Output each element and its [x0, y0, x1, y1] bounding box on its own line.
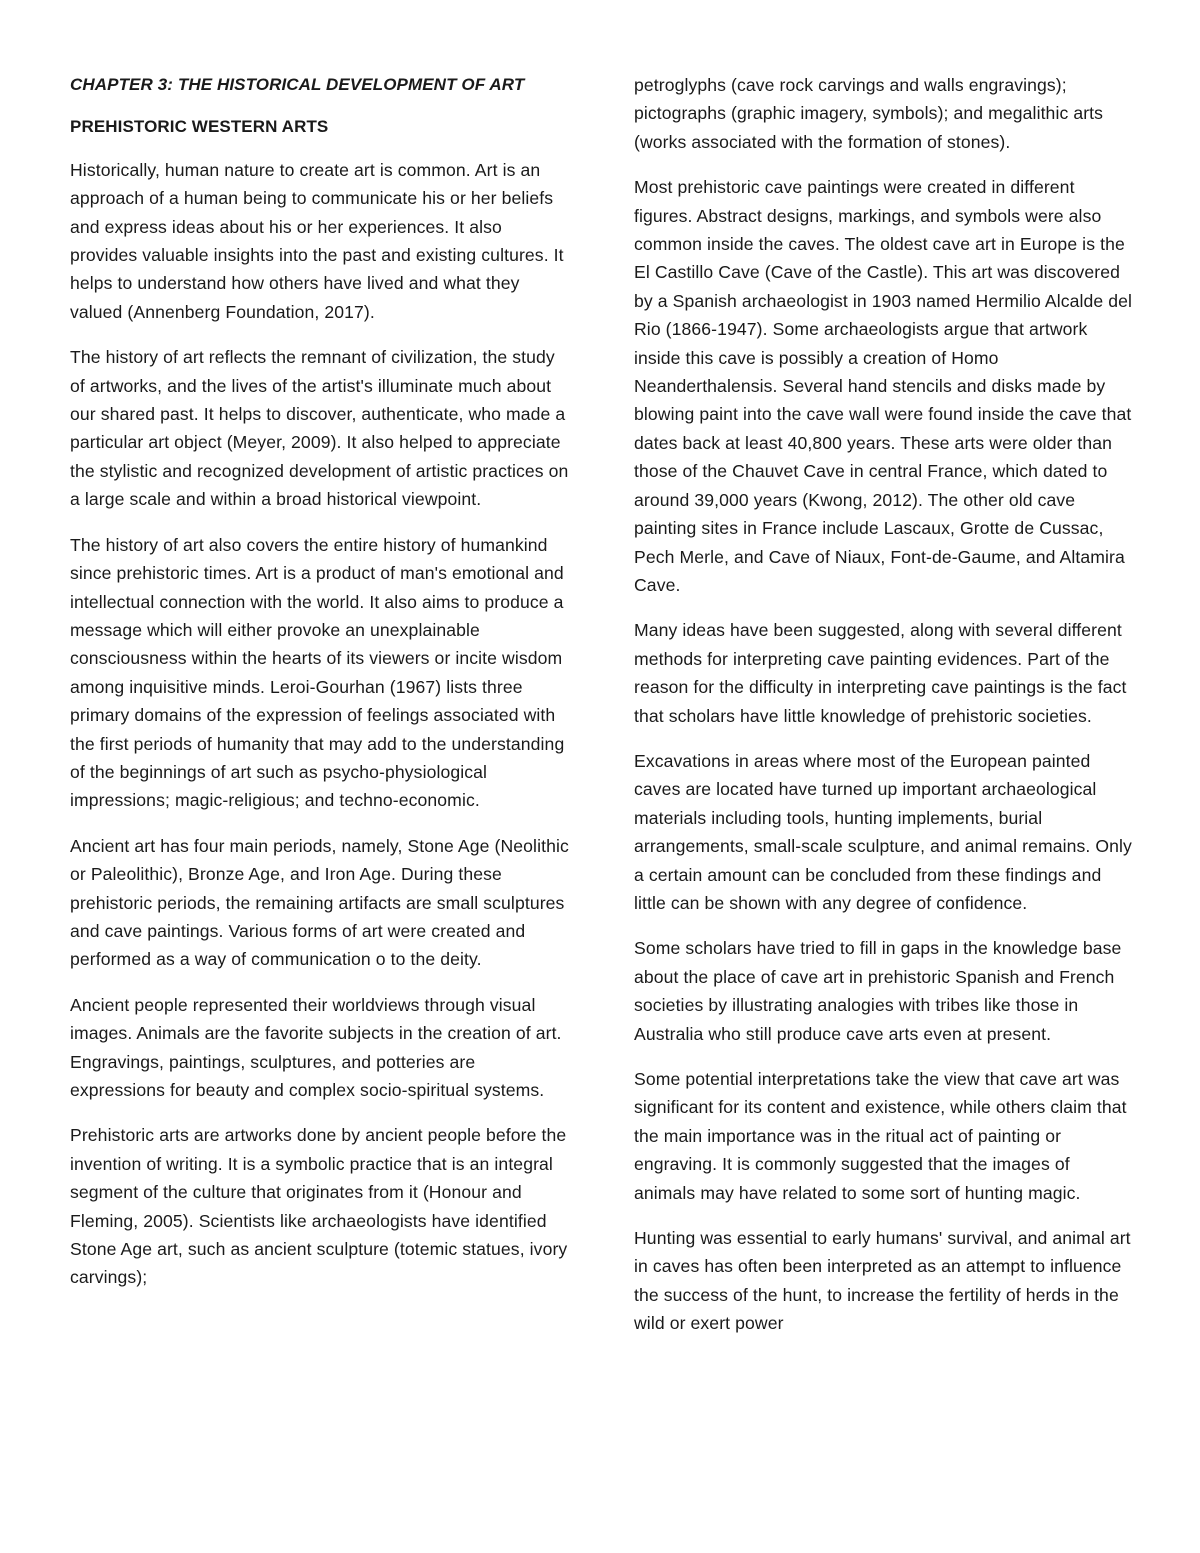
paragraph: The history of art reflects the remnant of civilization, the study of artworks, and the lives of the artist's illuminate much about our shared past. It helps to discover, authenticate, who made a particular art object (Meyer, 2009). It also helped to appreciate the stylistic and recognized development of artistic practices on a large scale and within a broad historical viewpoint.	[70, 347, 569, 510]
paragraph: petroglyphs (cave rock carvings and walls engravings); pictographs (graphic imagery, symbols); and megalithic arts (works associated with the formation of stones).	[634, 75, 1104, 152]
paragraph: Some scholars have tried to fill in gaps in the knowledge base about the place of cave art in prehistoric Spanish and French societies by illustrating analogies with tribes like those in Australia who still produce cave arts even at present.	[634, 938, 1122, 1044]
paragraph: Prehistoric arts are artworks done by ancient people before the invention of writing. It is a symbolic practice that is an integral segment of the culture that originates from it (Honour and Fleming, 2005). Scientists like archaeologists have identified Stone Age art, such as ancient sculpture (totemic statues, ivory carvings);	[70, 1125, 568, 1288]
paragraph: Ancient people represented their worldviews through visual images. Animals are the favorite subjects in the creation of art. Engravings, paintings, sculptures, and potteries are expressions for beauty and complex socio-spiritual systems.	[70, 994, 562, 1100]
paragraph: Historically, human nature to create art is common. Art is an approach of a human being to communicate his or her beliefs and express ideas about his or her experiences. It also provides valuable insights into the past and existing cultures. It helps to understand how others have lived and what they valued (Annenberg Foundation, 2017).	[70, 159, 564, 322]
right-column	[634, 71, 1134, 1355]
paragraph: Most prehistoric cave paintings were created in different figures. Abstract designs, markings, and symbols were also common inside the caves. The oldest cave art in Europe is the El Castillo Cave (Cave of the Castle). This art was discovered by a Spanish archaeologist in 1903 named Hermilio Alcalde del Rio (1866-1947). Some archaeologists argue that artwork inside this cave is possibly a creation of Homo Neanderthalensis. Several hand stencils and disks made by blowing paint into the cave wall were found inside the cave that dates back at least 40,800 years. These arts were older than those of the Chauvet Cave in central France, which dated to around 39,000 years (Kwong, 2012). The other old cave painting sites in France include Lascaux, Grotte de Cussac, Pech Merle, and Cave of Niaux, Font-de-Gaume, and Altamira Cave.	[634, 177, 1133, 595]
paragraph: Hunting was essential to early humans' survival, and animal art in caves has often been interpreted as an attempt to influence the success of the hunt, to increase the fertility of herds in the wild or exert power	[634, 1228, 1131, 1334]
chapter-title: CHAPTER 3: THE HISTORICAL DEVELOPMENT OF ART	[70, 75, 525, 94]
paragraph: Excavations in areas where most of the European painted caves are located have turned up important archaeological materials including tools, hunting implements, burial arrangements, small-scale sculpture, and animal remains. Only a certain amount can be concluded from these findings and little can be shown with any degree of confidence.	[634, 750, 1132, 913]
left-column	[70, 71, 570, 1309]
paragraph: Some potential interpretations take the view that cave art was significant for its content and existence, while others claim that the main importance was in the ritual act of painting or engraving. It is commonly suggested that the images of animals may have related to some sort of hunting magic.	[634, 1069, 1127, 1203]
paragraph: The history of art also covers the entire history of humankind since prehistoric times. Art is a product of man's emotional and intellectual connection with the world. It also aims to produce a message which will either provoke an unexplainable consciousness within the hearts of its viewers or incite wisdom among inquisitive minds. Leroi-Gourhan (1967) lists three primary domains of the expression of feelings associated with the first periods of humanity that may add to the understanding of the beginnings of art such as psycho-physiological impressions; magic-religious; and techno-economic.	[70, 534, 565, 811]
paragraph: Ancient art has four main periods, namely, Stone Age (Neolithic or Paleolithic), Bronze Age, and Iron Age. During these prehistoric periods, the remaining artifacts are small sculptures and cave paintings. Various forms of art were created and performed as a way of communication o to the deity.	[70, 835, 569, 970]
section-heading: PREHISTORIC WESTERN ARTS	[70, 117, 329, 137]
paragraph: Many ideas have been suggested, along with several different methods for interpreting cave painting evidences. Part of the reason for the difficulty in interpreting cave paintings is the fact that scholars have little knowledge of prehistoric societies.	[634, 620, 1127, 726]
